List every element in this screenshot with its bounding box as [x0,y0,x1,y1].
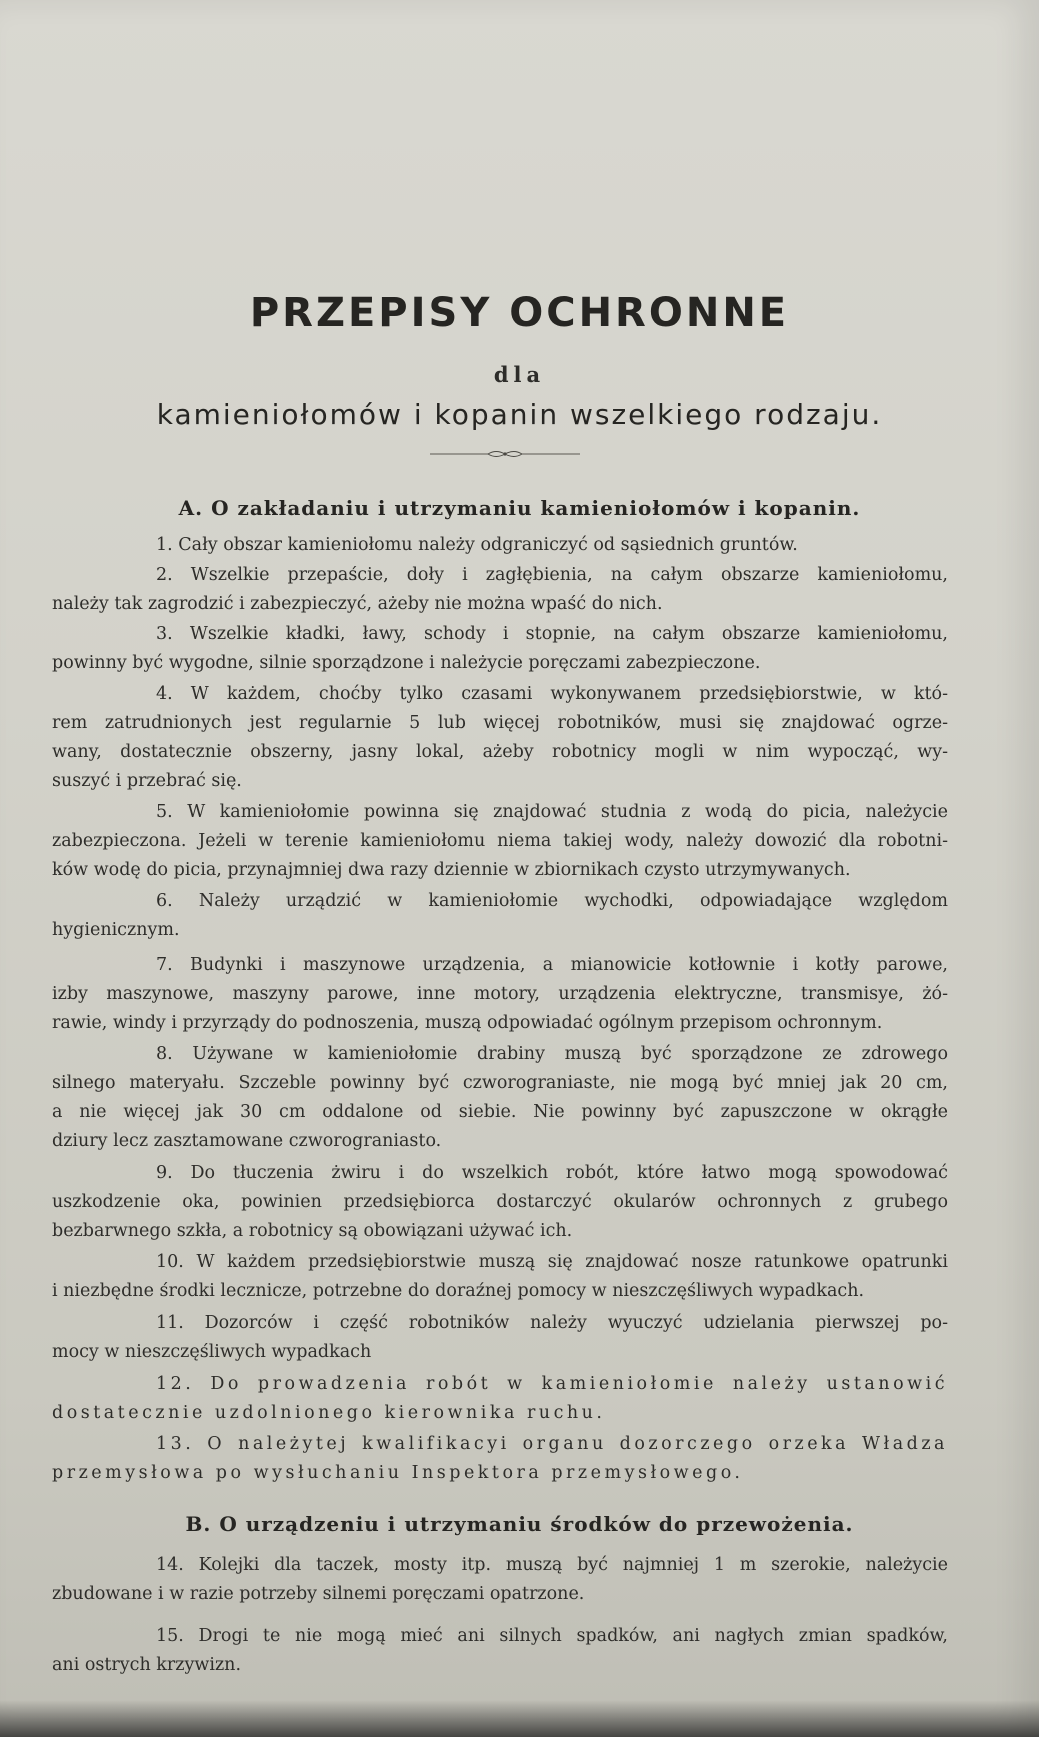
paragraph-line: hygienicznym. [52,920,180,940]
paragraph-line: rem zatrudnionych jest regularnie 5 lub więcej robotników, musi się znajdować ogrze- [52,713,948,733]
paragraph-11 [52,1309,948,1367]
paragraph-14 [52,1551,948,1609]
paragraph-5 [52,798,948,885]
section-b-heading: B. O urządzeniu i utrzymaniu środków do przewożenia. [185,1512,854,1536]
section-a-heading: A. O zakładaniu i utrzymaniu kamieniołomów i kopanin. [178,496,861,520]
paragraph-line: 5. W kamieniołomie powinna się znajdować studnia z wodą do picia, należycie [156,802,948,822]
paragraph-line: a nie więcej jak 30 cm oddalone od siebie. Nie powinny być zapuszczone w okrągłe [52,1102,948,1122]
paragraph-line: dostatecznie uzdolnionego kierownika ruchu. [52,1403,606,1423]
paragraph-line: mocy w nieszczęśliwych wypadkach [52,1342,372,1362]
paragraph-1 [52,531,948,560]
paragraph-line: 15. Drogi te nie mogą mieć ani silnych spadków, ani nagłych zmian spadków, [156,1626,948,1646]
paragraph-4 [52,680,948,796]
paragraph-line: powinny być wygodne, silnie sporządzone i należycie poręczami zabezpieczone. [52,653,761,673]
subtitle-dla: dla [493,362,546,387]
paragraph-line: przemysłowa po wysłuchaniu Inspektora przemysłowego. [52,1463,744,1483]
paragraph-2 [52,561,948,619]
paragraph-line: silnego materyału. Szczeble powinny być czworograniaste, nie mogą być mniej jak 20 cm, [52,1073,948,1093]
paragraph-line: zabezpieczona. Jeżeli w terenie kamieniołomu niema takiej wody, należy dowozić dla robotni- [52,831,948,851]
paragraph-line: 10. W każdem przedsiębiorstwie muszą się znajdować nosze ratunkowe opatrunki [156,1252,948,1272]
paragraph-line: ków wodę do picia, przynajmniej dwa razy dziennie w zbiornikach czysto utrzymywanych. [52,860,851,880]
paragraph-13 [52,1430,948,1488]
paragraph-line: 4. W każdem, choćby tylko czasami wykonywanem przedsiębiorstwie, w któ- [156,684,948,704]
ornament-divider [430,448,580,460]
paragraph-line: 14. Kolejki dla taczek, mosty itp. muszą być najmniej 1 m szerokie, należycie [156,1555,948,1575]
paragraph-10 [52,1248,948,1306]
paragraph-9 [52,1159,948,1246]
paragraph-line: zbudowane i w razie potrzeby silnemi poręczami opatrzone. [52,1584,585,1604]
paragraph-line: 13. O należytej kwalifikacyi organu dozorczego orzeka Władza [156,1434,948,1454]
paragraph-line: 12. Do prowadzenia robót w kamieniołomie należy ustanowić [156,1374,948,1394]
paragraph-7 [52,951,948,1038]
paragraph-line: suszyć i przebrać się. [52,771,242,791]
paragraph-3 [52,620,948,678]
paragraph-8 [52,1040,948,1156]
paragraph-6 [52,887,948,945]
document-subtitle: kamieniołomów i kopanin wszelkiego rodzaju. [156,398,883,431]
paragraph-line: izby maszynowe, maszyny parowe, inne motory, urządzenia elektryczne, transmisye, żó- [52,984,948,1004]
paragraph-line: należy tak zagrodzić i zabezpieczyć, ażeby nie można wpaść do nich. [52,594,663,614]
paragraph-line: ani ostrych krzywizn. [52,1655,242,1675]
paragraph-15 [52,1622,948,1680]
paragraph-line: 2. Wszelkie przepaście, doły i zagłębienia, na całym obszarze kamieniołomu, [156,565,948,585]
paragraph-line: dziury lecz zasztamowane czworograniasto. [52,1131,442,1151]
paragraph-line: wany, dostatecznie obszerny, jasny lokal, ażeby robotnicy mogli w nim wypocząć, wy- [52,742,948,762]
paragraph-line: 9. Do tłuczenia żwiru i do wszelkich robót, które łatwo mogą spowodować [156,1163,948,1183]
page-edge-shadow [0,1700,1039,1737]
paragraph-line: 8. Używane w kamieniołomie drabiny muszą być sporządzone ze zdrowego [156,1044,948,1064]
paragraph-12 [52,1370,948,1428]
paragraph-line: 11. Dozorców i część robotników należy wyuczyć udzielania pierwszej po- [156,1313,948,1333]
paragraph-line: uszkodzenie oka, powinien przedsiębiorca dostarczyć okularów ochronnych z grubego [52,1192,948,1212]
paragraph-line: 3. Wszelkie kładki, ławy, schody i stopnie, na całym obszarze kamieniołomu, [156,624,948,644]
document-title: PRZEPISY OCHRONNE [249,290,790,336]
paragraph-line: 6. Należy urządzić w kamieniołomie wychodki, odpowiadające względom [156,891,948,911]
paragraph-line: i niezbędne środki lecznicze, potrzebne do doraźnej pomocy w nieszczęśliwych wypadkach. [52,1281,865,1301]
paragraph-line: bezbarwnego szkła, a robotnicy są obowiązani używać ich. [52,1221,573,1241]
paragraph-line: rawie, windy i przyrządy do podnoszenia, muszą odpowiadać ogólnym przepisom ochronnym. [52,1013,883,1033]
paragraph-line: 7. Budynki i maszynowe urządzenia, a mianowicie kotłownie i kotły parowe, [156,955,948,975]
paragraph-line: 1. Cały obszar kamieniołomu należy odgraniczyć od sąsiednich gruntów. [156,535,798,555]
